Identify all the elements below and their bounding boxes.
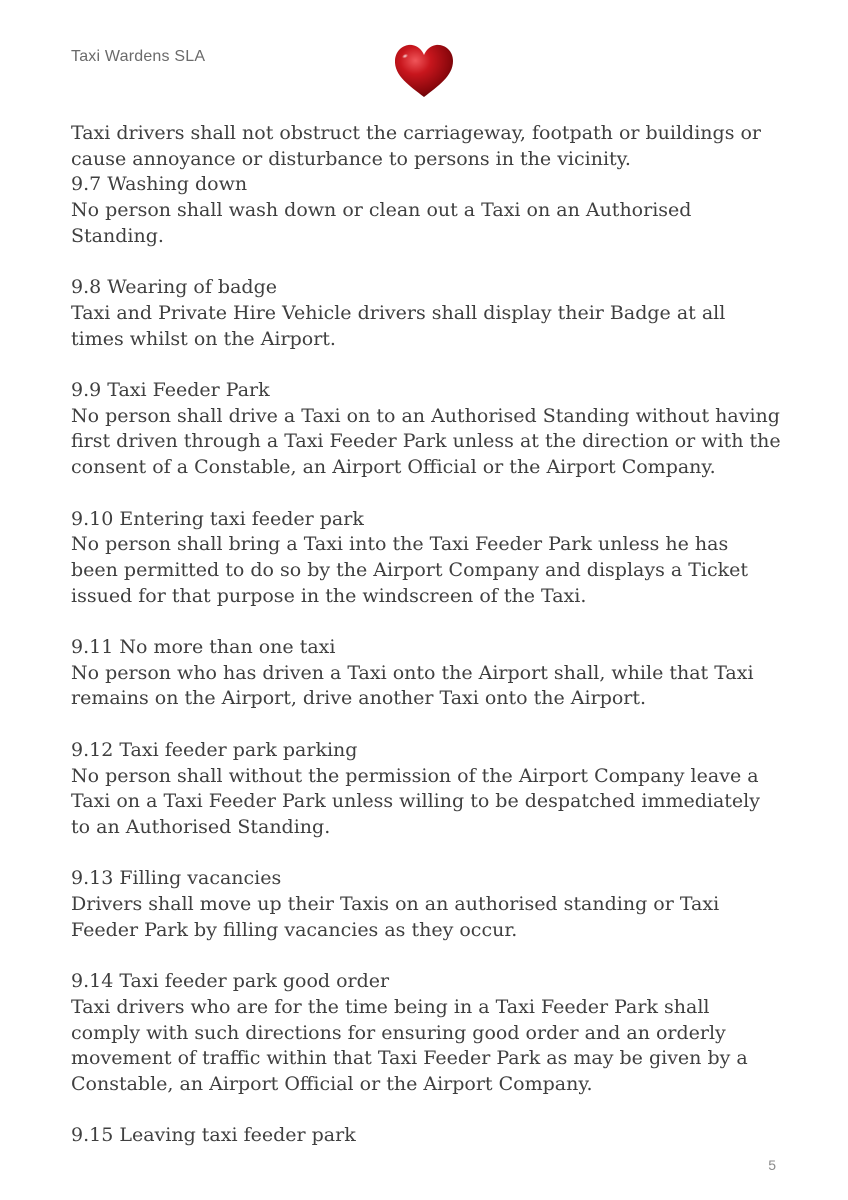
section-heading: 9.13 Filling vacancies — [71, 867, 282, 890]
section-heading: 9.7 Washing down — [71, 173, 248, 196]
section-9-15 — [71, 1123, 781, 1149]
section-9-11 — [71, 635, 781, 712]
section-heading: 9.12 Taxi feeder park parking — [71, 738, 358, 761]
section-9-12 — [71, 738, 781, 841]
section-9-10 — [71, 507, 781, 610]
heart-icon — [392, 42, 456, 100]
section-9-13 — [71, 866, 781, 943]
section-9-14 — [71, 969, 781, 1098]
section-heading: 9.15 Leaving taxi feeder park — [71, 1124, 356, 1147]
section-heading: 9.14 Taxi feeder park good order — [71, 970, 390, 993]
intro-paragraph: Taxi drivers shall not obstruct the carriageway, footpath or buildings or cause annoyance or disturbance to persons in the vicinity. — [71, 122, 762, 170]
section-heading: 9.10 Entering taxi feeder park — [71, 507, 364, 530]
section-body: No person shall bring a Taxi into the Taxi Feeder Park unless he has been permitted to do so by the Airport Company and displays a Ticket issued for that purpose in the windscreen of the Taxi. — [71, 533, 749, 607]
section-heading: 9.11 No more than one taxi — [71, 636, 336, 658]
section-body: No person shall without the permission of the Airport Company leave a Taxi on a Taxi Feeder Park unless willing to be despatched immediately to an Authorised Standing. — [71, 764, 760, 838]
header-title: Taxi Wardens SLA — [71, 48, 206, 65]
section-9-8 — [71, 275, 781, 352]
section-body: Taxi and Private Hire Vehicle drivers shall display their Badge at all times whilst on the Airport. — [71, 301, 726, 350]
section-body: No person shall wash down or clean out a Taxi on an Authorised Standing. — [71, 199, 692, 247]
section-body: Taxi drivers who are for the time being in a Taxi Feeder Park shall comply with such directions for ensuring good order and an orderly movement of traffic within that Taxi Feeder Park as may be given by a Constable, an Airport Official or the Airport Company. — [71, 995, 748, 1095]
section-9-9 — [71, 378, 781, 481]
section-body: No person shall drive a Taxi on to an Authorised Standing without having first driven through a Taxi Feeder Park unless at the direction or with the consent of a Constable, an Airport Official or the Airport Company. — [71, 404, 781, 479]
section-9-7 — [71, 172, 781, 249]
section-body: Drivers shall move up their Taxis on an authorised standing or Taxi Feeder Park by filling vacancies as they occur. — [71, 893, 720, 941]
section-heading: 9.8 Wearing of badge — [71, 276, 277, 299]
document-content — [71, 121, 781, 1149]
section-heading: 9.9 Taxi Feeder Park — [71, 379, 270, 401]
page-number: 5 — [768, 1157, 776, 1173]
section-body: No person who has driven a Taxi onto the Airport shall, while that Taxi remains on the Airport, drive another Taxi onto the Airport. — [71, 661, 754, 710]
